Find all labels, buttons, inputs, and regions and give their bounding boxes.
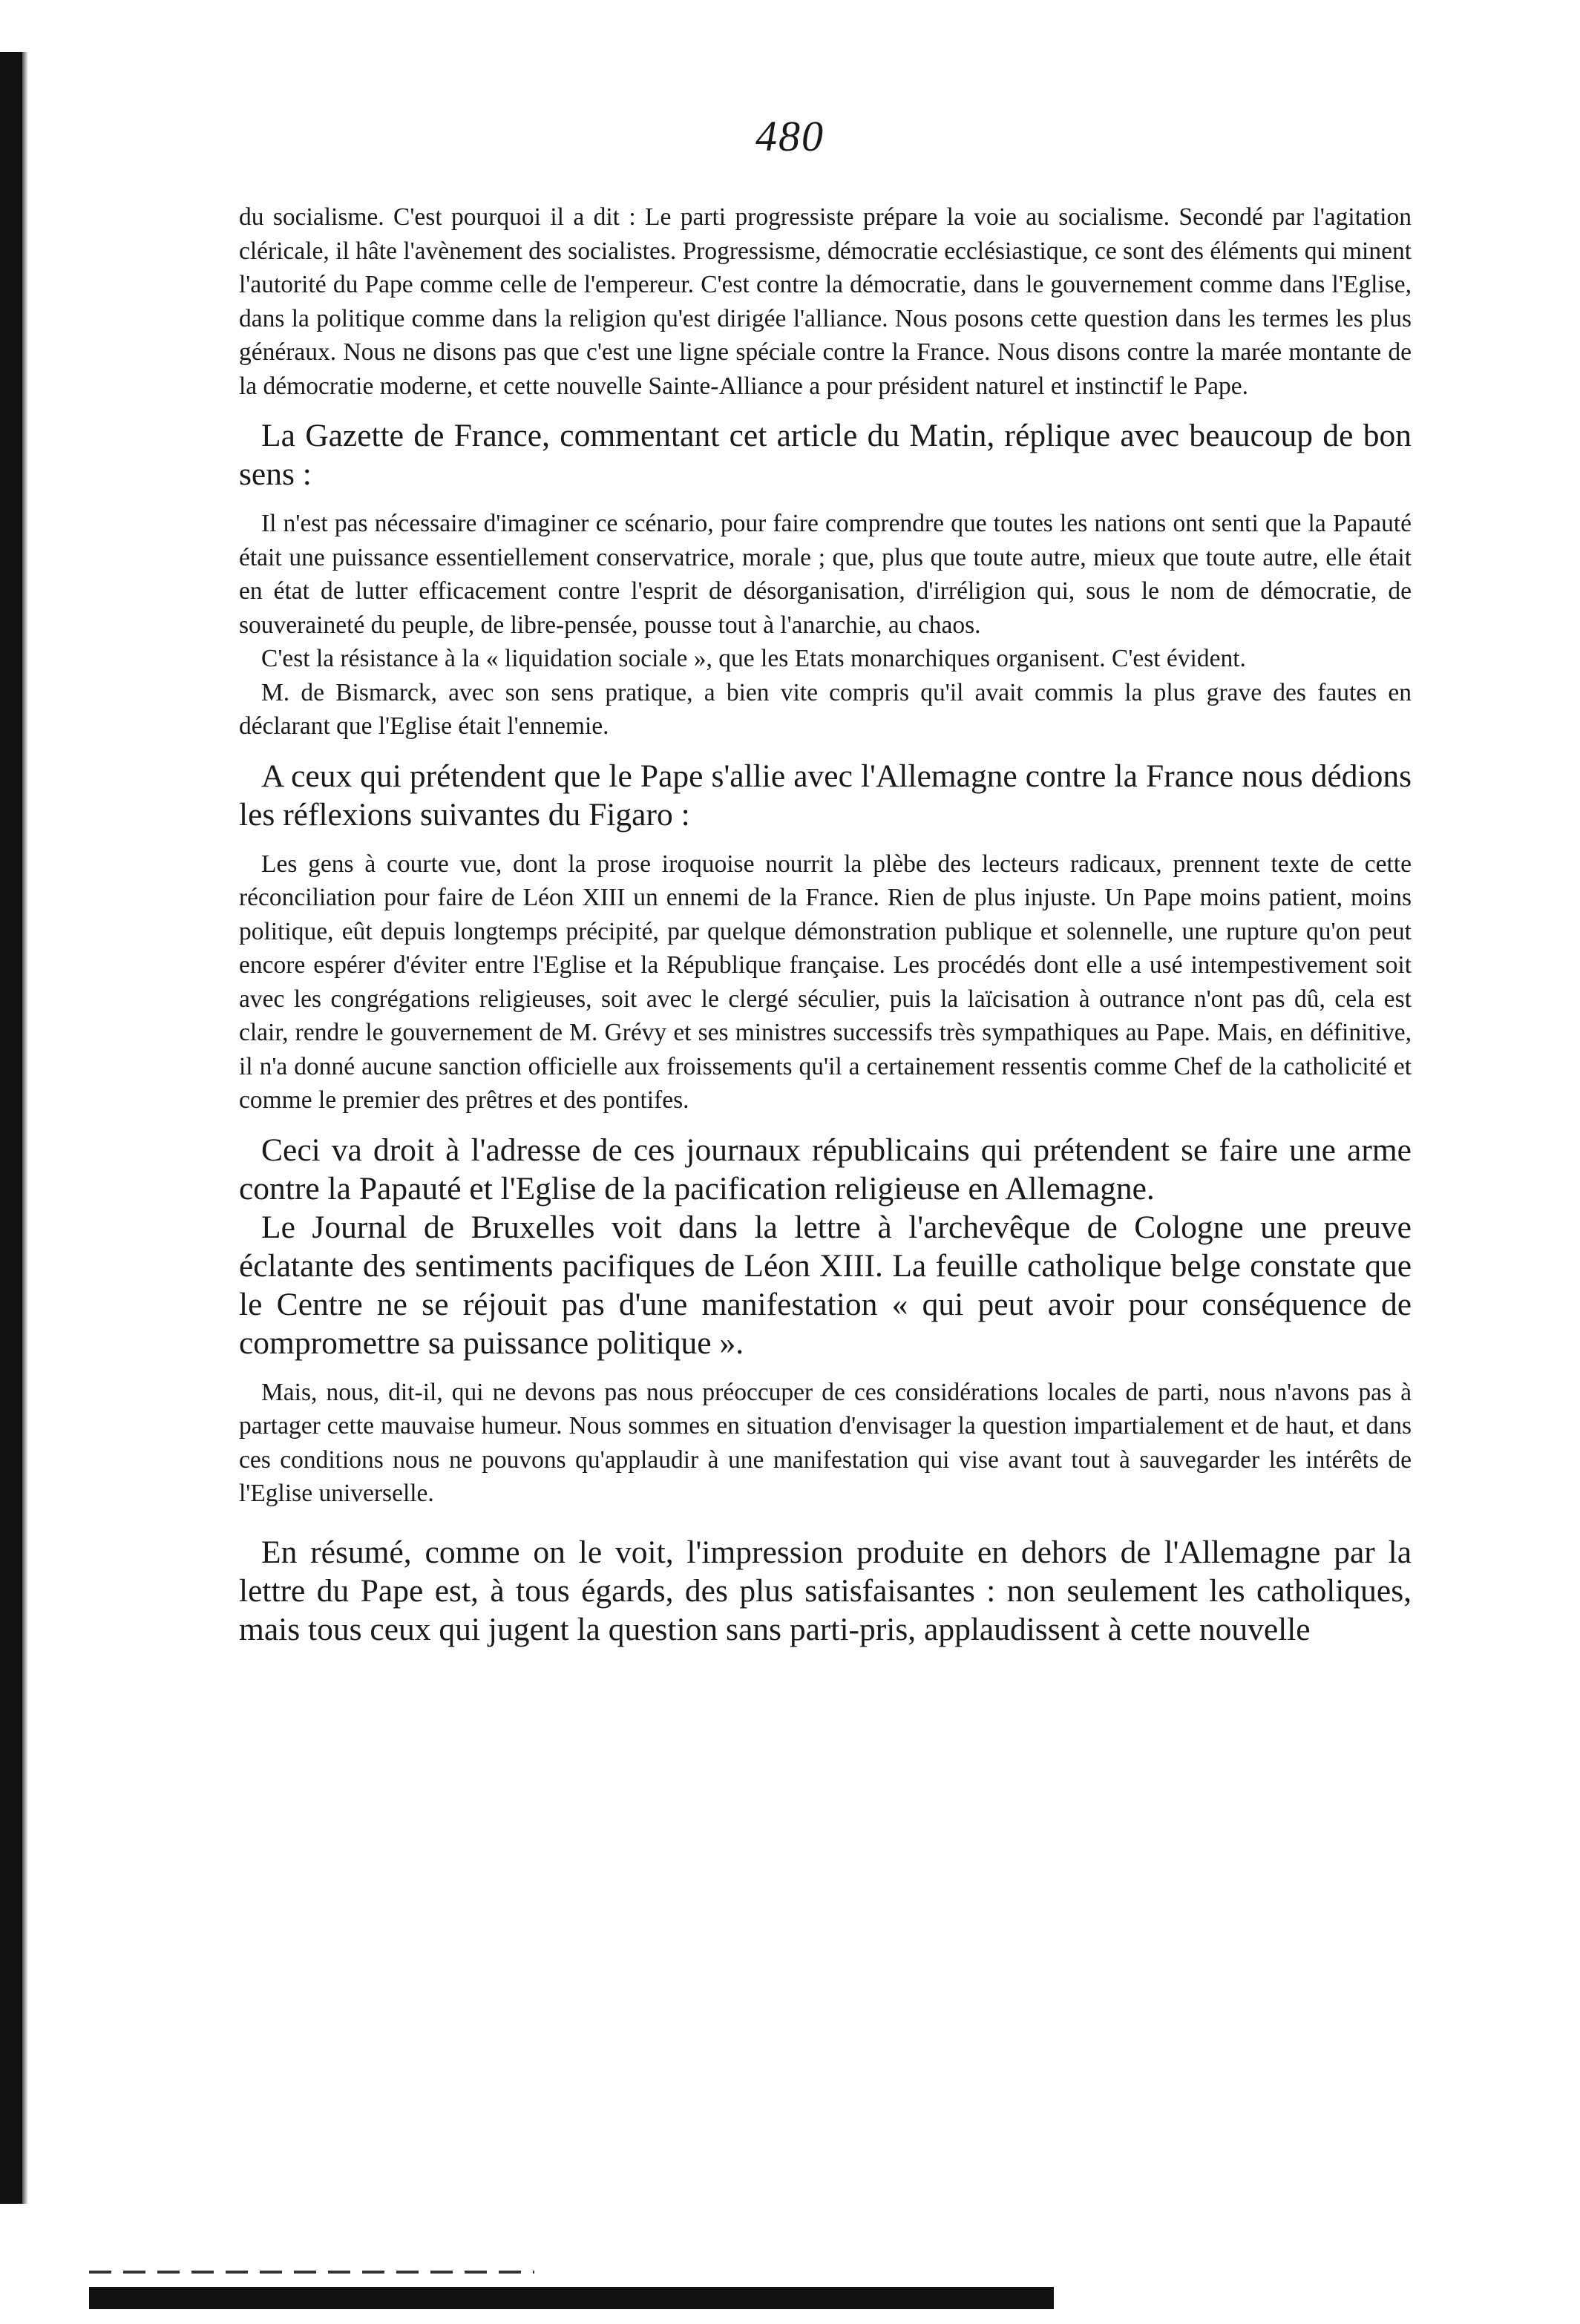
- paragraph-gazette-intro: La Gazette de France, commentant cet article du Matin, réplique avec beaucoup de bon sens :: [239, 418, 1412, 492]
- paragraph-bruxelles-quote: Mais, nous, dit-il, qui ne devons pas nous préoccuper de ces considérations locales de parti, nous n'avons pas à partager cette mauvaise humeur. Nous sommes en situation d'envisager la question impartialement et de haut, et dans ces conditions nous ne pouvons qu'applaudir à une manifestation qui vise avant tout à sauvegarder les intérêts de l'Eglise universelle.: [239, 1378, 1412, 1507]
- page-number: 480: [755, 112, 825, 160]
- scan-bottom-edge: [89, 2287, 1054, 2309]
- paragraph-gazette-quote-1: Il n'est pas nécessaire d'imaginer ce scénario, pour faire comprendre que toutes les nations ont senti que la Papauté était une puissance essentiellement conservatrice, morale ; que, plus que toute autre, mieux que toute autre, elle était en état de lutter efficacement contre l'esprit de désorganisation, d'irréligion qui, sous le nom de démocratie, de souveraineté du peuple, de libre-pensée, pousse tout à l'anarchie, au chaos.: [239, 510, 1412, 639]
- paragraph-journal-bruxelles: Le Journal de Bruxelles voit dans la lettre à l'archevêque de Cologne une preuve éclatante des sentiments pacifiques de Léon XIII. La feuille catholique belge constate que le Centre ne se réjouit pas d'une manifestation « qui peut avoir pour conséquence de compromettre sa puissance politique ».: [239, 1209, 1412, 1361]
- paragraph-gazette-quote-2: C'est la résistance à la « liquidation sociale », que les Etats monarchiques organisent. C'est évident.: [261, 645, 1246, 672]
- paragraph-figaro-quote: Les gens à courte vue, dont la prose iroquoise nourrit la plèbe des lecteurs radicaux, prennent texte de cette réconciliation pour faire de Léon XIII un ennemi de la France. Rien de plus injuste. Un Pape moins patient, moins politique, eût depuis longtemps précipité, par quelque démonstration publique et solennelle, une rupture qu'on peut encore espérer d'éviter entre l'Eglise et la République française. Les procédés dont elle a usé intempestivement soit avec les congrégations religieuses, soit avec le clergé séculier, puis la laïcisation à outrance n'ont pas dû, cela est clair, rendre le gouvernement de M. Grévy et ses ministres successifs très sympathiques au Pape. Mais, en définitive, il n'a donné aucune sanction officielle aux froissements qu'il a certainement ressentis comme Chef de la catholicité et comme le premier des prêtres et des pontifes.: [239, 850, 1412, 1114]
- paragraph-figaro-intro: A ceux qui prétendent que le Pape s'allie avec l'Allemagne contre la France nous dédions les réflexions suivantes du Figaro :: [239, 758, 1412, 833]
- scan-left-edge-shadow: [22, 52, 28, 2204]
- scan-left-edge: [0, 52, 22, 2204]
- page-body: [239, 200, 1412, 1649]
- paragraph-gazette-quote-3: M. de Bismarck, avec son sens pratique, a bien vite compris qu'il avait commis la plus grave des fautes en déclarant que l'Eglise était l'ennemie.: [239, 678, 1412, 740]
- paragraph-republican-journals: Ceci va droit à l'adresse de ces journaux républicains qui prétendent se faire une arme contre la Papauté et l'Eglise de la pacification religieuse en Allemagne.: [239, 1132, 1412, 1207]
- scan-bottom-dashes: [89, 2271, 534, 2274]
- paragraph-summary: En résumé, comme on le voit, l'impression produite en dehors de l'Allemagne par la lettre du Pape est, à tous égards, des plus satisfaisantes : non seulement les catholiques, mais tous ceux qui jugent la question sans parti-pris, applaudissent à cette nouvelle: [239, 1534, 1412, 1647]
- paragraph-quote-matin: du socialisme. C'est pourquoi il a dit : Le parti progressiste prépare la voie au socialisme. Secondé par l'agitation cléricale, il hâte l'avènement des socialistes. Progressisme, démocratie ecclésiastique, ce sont des éléments qui minent l'autorité du Pape comme celle de l'empereur. C'est contre la démocratie, dans le gouvernement comme dans l'Eglise, dans la politique comme dans la religion qu'est dirigée l'alliance. Nous posons cette question dans les termes les plus généraux. Nous ne disons pas que c'est une ligne spéciale contre la France. Nous disons contre la marée montante de la démocratie moderne, et cette nouvelle Sainte-Alliance a pour président naturel et instinctif le Pape.: [239, 203, 1412, 400]
